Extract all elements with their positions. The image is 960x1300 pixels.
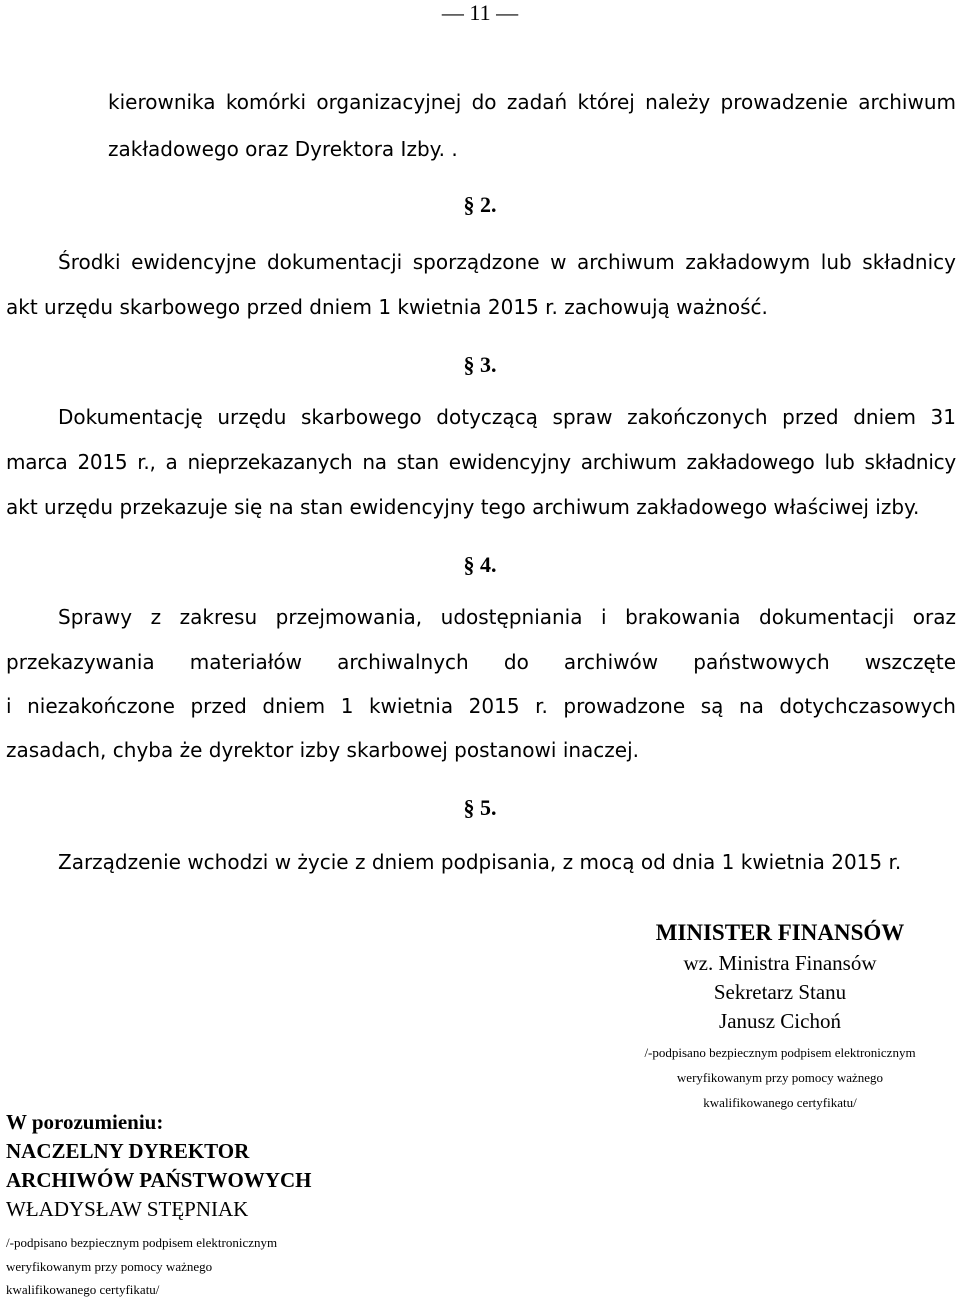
- paragraph-3-heading: § 3.: [463, 352, 497, 377]
- minister-note-2: weryfikowanym przy pomocy ważnego: [676, 1070, 884, 1085]
- text-line-5: [58, 405, 956, 429]
- text-line-8-content: Sprawy z zakresu przejmowania, udostępniania i brakowania dokumentacji oraz: [58, 605, 956, 629]
- text-line-1-content: kierownika komórki organizacyjnej do zadań której należy prowadzenie archiwum: [108, 90, 956, 114]
- text-line-12: Zarządzenie wchodzi w życie z dniem podpisania, z mocą od dnia 1 kwietnia 2015 r.: [58, 850, 902, 874]
- text-line-3-content: Środki ewidencyjne dokumentacji sporządzone w archiwum zakładowym lub składnicy: [58, 250, 956, 274]
- paragraph-5-heading: § 5.: [463, 795, 497, 820]
- text-line-6-content: marca 2015 r., a nieprzekazanych na stan ewidencyjny archiwum zakładowego lub składnicy: [6, 450, 956, 474]
- director-note-3: kwalifikowanego certyfikatu/: [6, 1282, 160, 1297]
- text-line-9: [6, 650, 956, 674]
- director-title-1: NACZELNY DYREKTOR: [6, 1139, 250, 1163]
- text-line-8: [58, 605, 956, 629]
- agreement-heading: W porozumieniu:: [6, 1110, 164, 1134]
- text-line-1: [108, 90, 956, 114]
- minister-name: Janusz Cichoń: [719, 1009, 841, 1033]
- text-line-10-content: i niezakończone przed dniem 1 kwietnia 2015 r. prowadzone są na dotychczasowych: [6, 694, 956, 718]
- director-title-2: ARCHIWÓW PAŃSTWOWYCH: [6, 1168, 312, 1192]
- text-line-3: [58, 250, 956, 274]
- director-note-2: weryfikowanym przy pomocy ważnego: [6, 1259, 213, 1274]
- text-line-9-content: przekazywania materiałów archiwalnych do archiwów państwowych wszczęte: [6, 650, 956, 674]
- text-line-11: zasadach, chyba że dyrektor izby skarbowej postanowi inaczej.: [6, 738, 640, 762]
- paragraph-2-heading: § 2.: [463, 192, 497, 217]
- director-note-1: /-podpisano bezpiecznym podpisem elektronicznym: [6, 1235, 278, 1250]
- minister-line-1: wz. Ministra Finansów: [683, 951, 877, 975]
- text-line-4: akt urzędu skarbowego przed dniem 1 kwietnia 2015 r. zachowują ważność.: [6, 295, 768, 319]
- minister-line-2: Sekretarz Stanu: [713, 980, 847, 1004]
- minister-note-3: kwalifikowanego certyfikatu/: [703, 1095, 857, 1110]
- text-line-7: akt urzędu przekazuje się na stan ewidencyjny tego archiwum zakładowego właściwej izby.: [6, 495, 920, 519]
- text-line-2: zakładowego oraz Dyrektora Izby. .: [108, 137, 458, 161]
- text-line-5-content: Dokumentację urzędu skarbowego dotyczącą spraw zakończonych przed dniem 31: [58, 405, 956, 429]
- minister-note-1: /-podpisano bezpiecznym podpisem elektronicznym: [644, 1045, 916, 1060]
- minister-title: MINISTER FINANSÓW: [655, 920, 905, 945]
- director-name: WŁADYSŁAW STĘPNIAK: [6, 1197, 249, 1221]
- page-number: — 11 —: [441, 0, 519, 25]
- paragraph-4-heading: § 4.: [463, 552, 497, 577]
- text-line-6: [6, 450, 956, 474]
- text-line-10: [6, 694, 956, 718]
